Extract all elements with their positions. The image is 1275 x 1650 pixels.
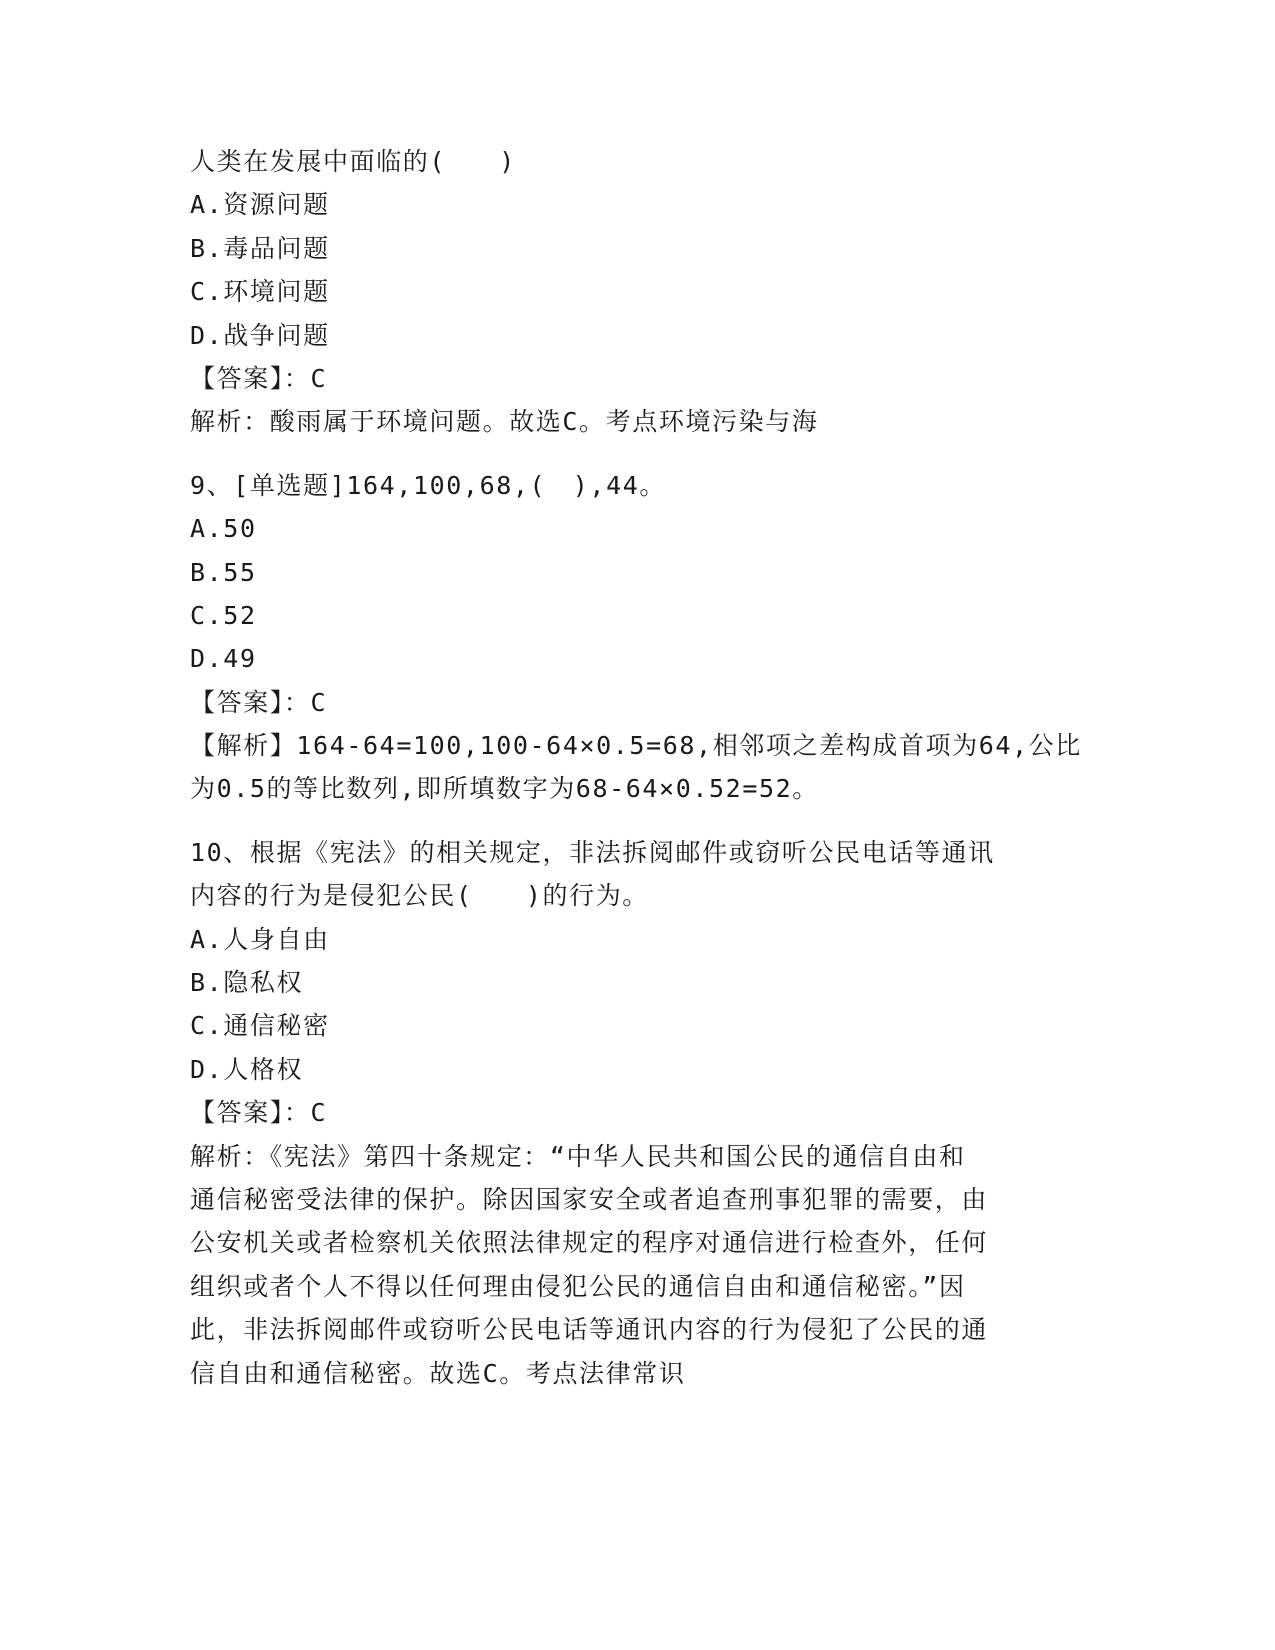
analysis-line <box>190 724 1090 767</box>
question-8 <box>190 140 1090 444</box>
question-stem: 人类在发展中面临的( ) <box>190 147 516 176</box>
question-10 <box>190 831 1090 1395</box>
question-stem: 9、[单选题]164,100,68,( ),44。 <box>190 470 666 500</box>
option-c: C.环境问题 <box>190 277 330 307</box>
spacer <box>190 444 1090 464</box>
analysis-line: 公安机关或者检察机关依照法律规定的程序对通信进行检查外，任何 <box>190 1228 989 1258</box>
answer-label: 【答案】 <box>190 363 284 393</box>
option-a: A.人身自由 <box>190 924 330 954</box>
question-9 <box>190 464 1090 811</box>
analysis-line: 解析：《宪法》第四十条规定：“中华人民共和国公民的通信自由和 <box>190 1141 966 1171</box>
question-stem: 10、根据《宪法》的相关规定，非法拆阅邮件或窃听公民电话等通讯 <box>190 837 995 867</box>
question-stem: 内容的行为是侵犯公民( )的行为。 <box>190 881 649 911</box>
analysis-line: 信自由和通信秘密。故选C。考点法律常识 <box>190 1358 686 1388</box>
answer-value: C <box>310 1098 328 1128</box>
option-c: C.通信秘密 <box>190 1011 330 1041</box>
option-b: B.隐私权 <box>190 968 304 998</box>
answer-value: C <box>310 363 328 393</box>
document-page <box>190 140 1090 1395</box>
answer-separator: ： <box>283 363 311 393</box>
option-c: C.52 <box>190 600 257 630</box>
analysis-line: 通信秘密受法律的保护。除因国家安全或者追查刑事犯罪的需要，由 <box>190 1184 989 1214</box>
option-b: B.55 <box>190 557 257 587</box>
analysis-line: 为0.5的等比数列,即所填数字为68-64×0.52=52。 <box>190 774 819 804</box>
answer-label: 【答案】 <box>190 687 284 717</box>
answer-value: C <box>310 687 328 717</box>
analysis-text: 解析：酸雨属于环境问题。故选C。考点环境污染与海 <box>190 407 819 437</box>
option-d: D.战争问题 <box>190 320 330 350</box>
analysis-text: 164-64=100,100-64×0.5=68,相邻项之差构成首项为64,公比 <box>296 731 1082 761</box>
answer-line <box>190 357 1090 400</box>
analysis-line: 此，非法拆阅邮件或窃听公民电话等通讯内容的行为侵犯了公民的通 <box>190 1315 989 1345</box>
answer-label: 【答案】 <box>190 1098 284 1128</box>
option-a: A.50 <box>190 514 257 544</box>
analysis-line: 组织或者个人不得以任何理由侵犯公民的通信自由和通信秘密。”因 <box>190 1271 966 1301</box>
option-a: A.资源问题 <box>190 190 330 220</box>
option-b: B.毒品问题 <box>190 233 330 263</box>
option-d: D.人格权 <box>190 1054 304 1084</box>
analysis-label: 【解析】 <box>190 731 297 761</box>
spacer <box>190 811 1090 831</box>
answer-separator: ： <box>283 687 311 717</box>
answer-line <box>190 681 1090 724</box>
answer-line <box>190 1091 1090 1134</box>
option-d: D.49 <box>190 644 257 674</box>
answer-separator: ： <box>283 1098 311 1128</box>
